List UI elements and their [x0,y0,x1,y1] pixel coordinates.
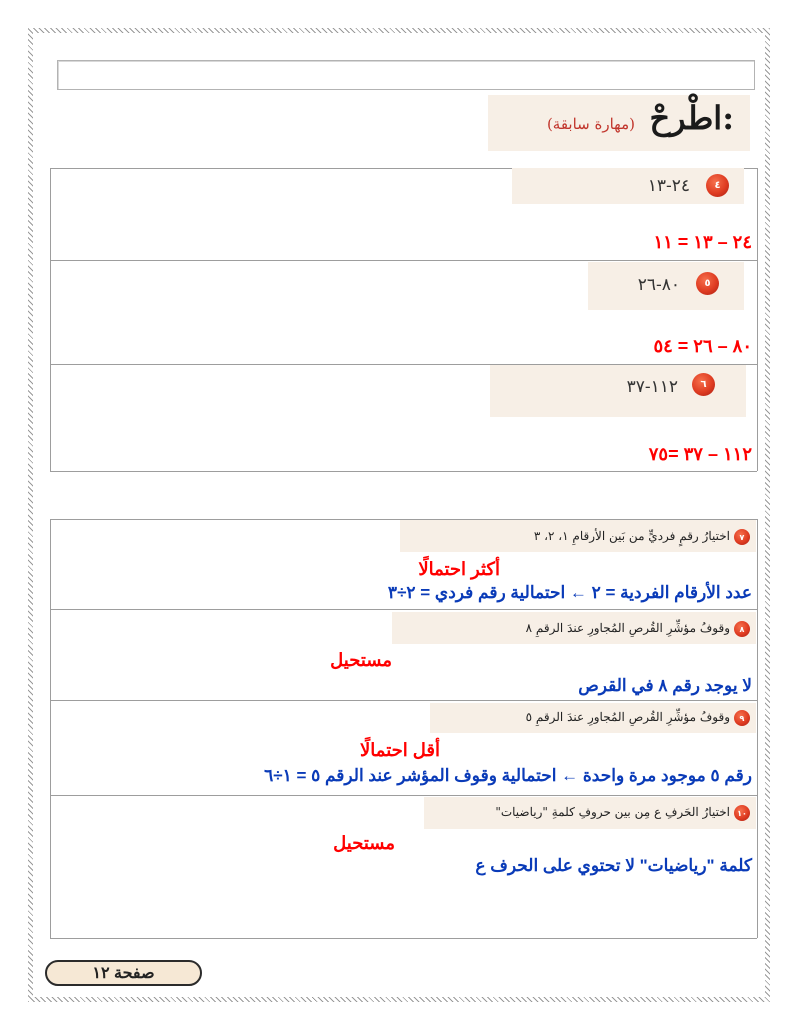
heading-subtitle: (مهارة سابقة) [546,115,635,133]
top-blank-bar [57,60,755,90]
section-border-left [50,168,51,471]
problem-number-badge: ٨ [734,621,750,637]
section-border-left [50,519,51,938]
problem-number-badge: ٦ [692,373,715,396]
page-number-tab: صفحة ١٢ [45,960,202,986]
problem-explanation: كلمة "رياضيات" لا تحتوي على الحرف ع [475,856,752,875]
problem-question: اختيارُ رقمٍ فرديٍّ من بَين الأرقامِ ١، ٢، ٣ [533,529,730,543]
problem-expression: ٨٠-٢٦ [637,275,680,295]
problem-verdict: أقل احتمالًا [360,740,440,760]
problem-explanation: لا يوجد رقم ٨ في القرص [578,676,752,695]
problem-verdict: مستحيل [330,650,392,670]
divider [50,938,757,939]
problem-question: وقوفُ مؤشِّرِ القُرصِ المُجاورِ عندَ الرقمِ ٨ [525,621,730,635]
section-border-right [757,519,758,938]
problem-expression: ٢٤-١٣ [647,176,690,196]
divider [50,700,757,701]
heading-title: اطْرحْ: [649,99,734,137]
problem-answer: ٢٤ – ١٣ = ١١ [653,232,752,252]
section-border-right [757,168,758,471]
problem-number-badge: ٩ [734,710,750,726]
problem-number-badge: ٧ [734,529,750,545]
problem-question: وقوفُ مؤشِّرِ القُرصِ المُجاورِ عندَ الرقمِ ٥ [525,710,730,724]
problem-verdict: أكثر احتمالًا [418,559,500,579]
problem-number-badge: ٥ [696,272,719,295]
divider [50,795,757,796]
problem-answer: ٨٠ – ٢٦ = ٥٤ [653,336,752,356]
problem-explanation: رقم ٥ موجود مرة واحدة ← احتمالية وقوف المؤشر عند الرقم ٥ = ١÷٦ [264,766,752,785]
problem-explanation: عدد الأرقام الفردية = ٢ ← احتمالية رقم فردي = ٢÷٣ [387,583,752,602]
problem-number-badge: ٤ [706,174,729,197]
problem-verdict: مستحيل [333,833,395,853]
divider [50,609,757,610]
divider [50,260,757,261]
section-heading [488,95,750,151]
divider [50,471,757,472]
problem-number-badge: ١٠ [734,805,750,821]
problem-expression: ١١٢-٣٧ [626,377,678,397]
problem-answer: ١١٢ – ٣٧ =٧٥ [648,444,752,464]
problem-question: اختيارُ الحَرفِ ع مِن بين حروفِ كلمةِ "رياضيات" [495,805,730,819]
